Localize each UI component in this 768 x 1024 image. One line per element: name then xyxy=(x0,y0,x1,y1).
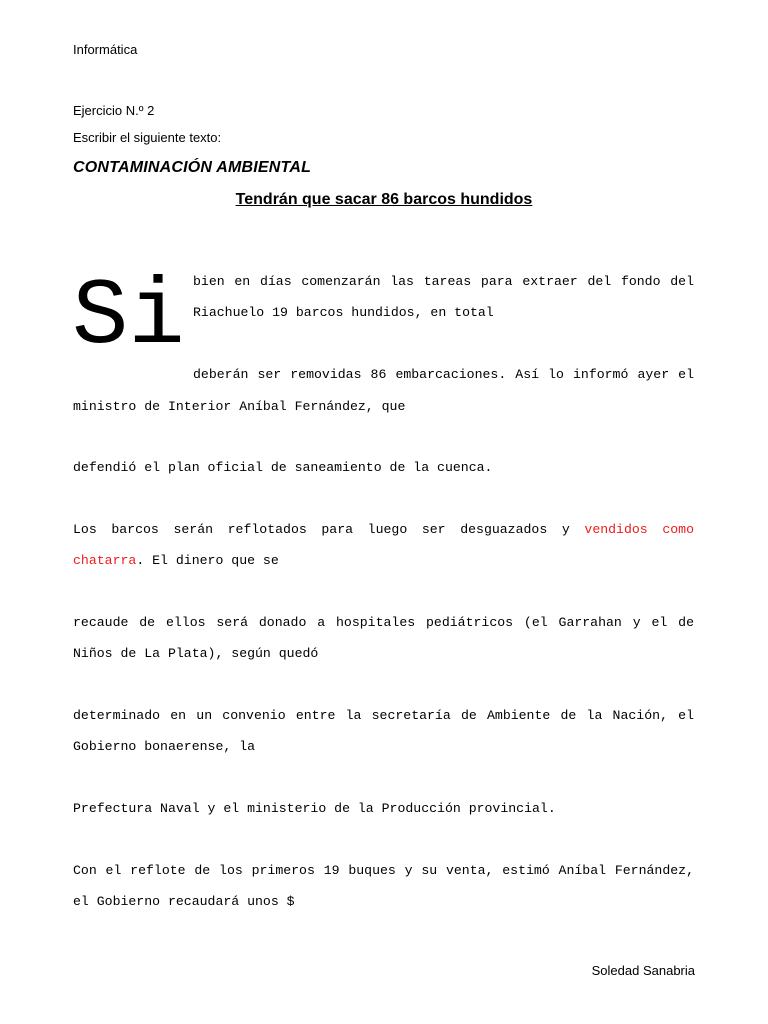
highlighted-phrase: vendidos como chatarra xyxy=(73,522,694,568)
paragraph-6: determinado en un convenio entre la secretaría de Ambiente de la Nación, el Gobierno bonaerense, la xyxy=(73,708,694,754)
paragraph-2-line-2: ministro de Interior Aníbal Fernández, que xyxy=(73,399,406,414)
paragraph-1-line-2: Riachuelo 19 barcos hundidos, en total xyxy=(193,305,494,320)
paragraph-4-text-end: . El dinero que se xyxy=(136,553,279,568)
paragraph-1-line-1: bien en días comenzarán las tareas para extraer del fondo del xyxy=(193,274,694,289)
drop-cap: Si xyxy=(72,265,185,371)
paragraph-4 xyxy=(73,514,694,576)
paragraph-4-text-start: Los barcos serán reflotados para luego ser desguazados y xyxy=(73,522,585,537)
paragraph-7: Prefectura Naval y el ministerio de la Producción provincial. xyxy=(73,801,556,816)
page-footer: Soledad Sanabria xyxy=(591,963,695,978)
paragraph-2-line-1: deberán ser removidas 86 embarcaciones. Así lo informó ayer el xyxy=(193,367,694,382)
exercise-instruction: Escribir el siguiente texto: xyxy=(73,130,222,145)
paragraph-8: Con el reflote de los primeros 19 buques y su venta, estimó Aníbal Fernández, el Gobierno recaudará unos $ xyxy=(73,863,694,909)
document-title: CONTAMINACIÓN AMBIENTAL xyxy=(73,159,312,176)
document-subtitle: Tendrán que sacar 86 barcos hundidos xyxy=(235,191,533,208)
paragraph-5: recaude de ellos será donado a hospitales pediátricos (el Garrahan y el de Niños de La Plata), según quedó xyxy=(73,615,694,661)
exercise-label: Ejercicio N.º 2 xyxy=(73,103,155,118)
page-header: Informática xyxy=(73,42,138,57)
paragraph-3: defendió el plan oficial de saneamiento de la cuenca. xyxy=(73,460,493,475)
